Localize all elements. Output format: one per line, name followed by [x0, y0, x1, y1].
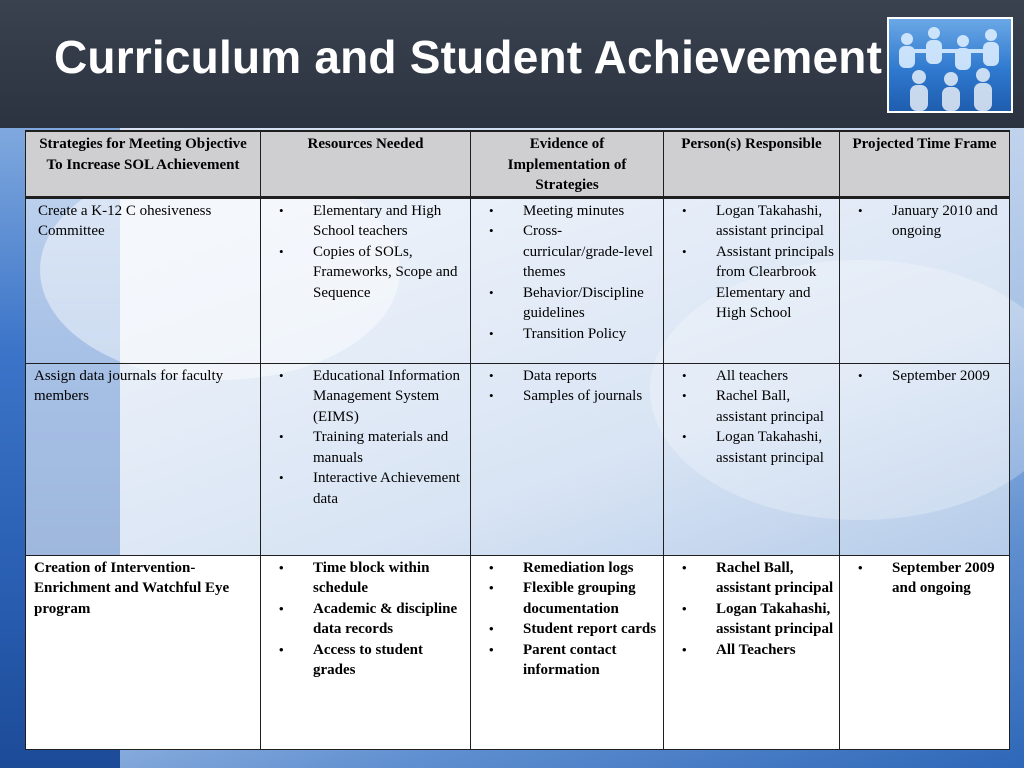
- list-item: • Interactive Achievement data: [313, 468, 466, 509]
- list-item: • Meeting minutes: [523, 201, 659, 222]
- table-row: [26, 197, 1010, 363]
- list-item: • Academic & discipline data records: [313, 599, 466, 640]
- people-chain-logo-icon: [887, 17, 1013, 113]
- title-bar: [0, 0, 1024, 128]
- persons-cell: [664, 363, 840, 555]
- list-item: • Parent contact information: [523, 640, 659, 681]
- table-row: [26, 363, 1010, 555]
- list-item: • Assistant principals from Clearbrook Elementary and High School: [716, 242, 835, 324]
- list-item: • Behavior/Discipline guidelines: [523, 283, 659, 324]
- table-row: [26, 555, 1010, 749]
- list-item: • Rachel Ball, assistant principal: [716, 386, 835, 427]
- resources-cell: [261, 197, 471, 363]
- header-persons: Person(s) Responsible: [664, 131, 840, 197]
- evidence-cell: [471, 555, 664, 749]
- resources-cell: [261, 555, 471, 749]
- list-item: • Access to student grades: [313, 640, 466, 681]
- list-item: • Transition Policy: [523, 324, 659, 345]
- evidence-cell: [471, 363, 664, 555]
- list-item: • Data reports: [523, 366, 659, 387]
- persons-cell: [664, 197, 840, 363]
- strategy-cell: Create a K-12 C ohesiveness Committee: [26, 197, 261, 363]
- timeframe-cell: [840, 197, 1010, 363]
- list-item: • All teachers: [716, 366, 835, 387]
- header-strategies: Strategies for Meeting Objective To Increase SOL Achievement: [26, 131, 261, 197]
- list-item: • Student report cards: [523, 619, 659, 640]
- list-item: • Elementary and High School teachers: [313, 201, 466, 242]
- list-item: • Copies of SOLs, Frameworks, Scope and Sequence: [313, 242, 466, 304]
- header-resources: Resources Needed: [261, 131, 471, 197]
- header-evidence: Evidence of Implementation of Strategies: [471, 131, 664, 197]
- resources-cell: [261, 363, 471, 555]
- timeframe-cell: [840, 363, 1010, 555]
- people-chain-logo-graphic: [889, 19, 1011, 111]
- list-item: • Cross-curricular/grade-level themes: [523, 221, 659, 283]
- persons-cell: [664, 555, 840, 749]
- list-item: • Samples of journals: [523, 386, 659, 407]
- slide-title: Curriculum and Student Achievement: [54, 31, 883, 83]
- list-item: • Rachel Ball, assistant principal: [716, 558, 835, 599]
- strategy-cell: Creation of Intervention-Enrichment and Watchful Eye program: [26, 555, 261, 749]
- header-timeframe: Projected Time Frame: [840, 131, 1010, 197]
- list-item: • September 2009 and ongoing: [892, 558, 1005, 599]
- list-item: • January 2010 and ongoing: [892, 201, 1005, 242]
- list-item: • Training materials and manuals: [313, 427, 466, 468]
- strategy-cell: Assign data journals for faculty members: [26, 363, 261, 555]
- timeframe-cell: [840, 555, 1010, 749]
- list-item: • All Teachers: [716, 640, 835, 661]
- list-item: • Time block within schedule: [313, 558, 466, 599]
- list-item: • Logan Takahashi, assistant principal: [716, 599, 835, 640]
- strategy-table: [25, 130, 1010, 750]
- evidence-cell: [471, 197, 664, 363]
- table-header-row: [26, 131, 1010, 197]
- list-item: • Logan Takahashi, assistant principal: [716, 201, 835, 242]
- list-item: • Flexible grouping documentation: [523, 578, 659, 619]
- list-item: • September 2009: [892, 366, 1005, 387]
- list-item: • Remediation logs: [523, 558, 659, 579]
- list-item: • Educational Information Management System (EIMS): [313, 366, 466, 428]
- list-item: • Logan Takahashi, assistant principal: [716, 427, 835, 468]
